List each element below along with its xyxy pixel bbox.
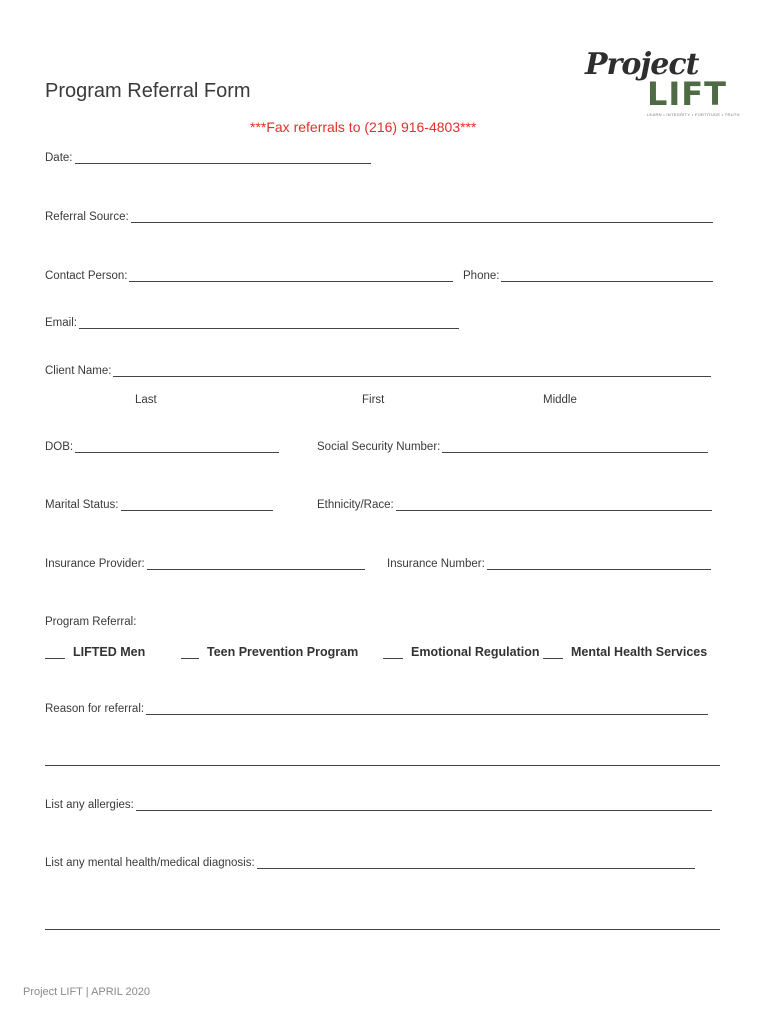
ssn-label: Social Security Number: [317, 441, 441, 453]
fax-note: ***Fax referrals to (216) 916-4803*** [250, 119, 477, 135]
insurance-provider-label: Insurance Provider: [45, 558, 145, 570]
insurance-provider-field[interactable] [45, 558, 365, 570]
reason-field[interactable] [45, 703, 708, 715]
program-label-mental-health: Mental Health Services [571, 645, 708, 659]
date-line[interactable] [75, 153, 371, 164]
program-label-emotional-regulation: Emotional Regulation [411, 645, 540, 659]
ethnicity-field[interactable] [317, 499, 712, 511]
project-lift-logo [585, 45, 740, 120]
insurance-number-label: Insurance Number: [387, 558, 485, 570]
phone-line[interactable] [501, 271, 713, 282]
client-name-field[interactable] [45, 365, 711, 377]
referral-source-field[interactable] [45, 211, 713, 223]
date-field[interactable] [45, 152, 371, 164]
contact-person-field[interactable] [45, 270, 453, 282]
logo-lift-text: LIFT [647, 75, 727, 113]
logo-script-text: Project [585, 47, 699, 82]
email-label: Email: [45, 317, 77, 329]
reason-line[interactable] [146, 704, 708, 715]
allergies-label: List any allergies: [45, 799, 134, 811]
program-checkbox-teen-prevention[interactable] [181, 648, 199, 659]
diagnosis-field[interactable] [45, 857, 695, 869]
insurance-number-line[interactable] [487, 559, 711, 570]
dob-label: DOB: [45, 441, 74, 453]
ssn-line[interactable] [442, 442, 708, 453]
contact-person-label: Contact Person: [45, 270, 128, 282]
program-checkbox-mental-health[interactable] [543, 648, 563, 659]
insurance-number-field[interactable] [387, 558, 711, 570]
ethnicity-line[interactable] [396, 500, 712, 511]
date-label: Date: [45, 152, 73, 164]
diagnosis-line[interactable] [257, 858, 695, 869]
program-label-lifted-men: LIFTED Men [73, 645, 146, 659]
program-option-emotional-regulation[interactable] [383, 645, 539, 659]
diagnosis-label: List any mental health/medical diagnosis: [45, 857, 255, 869]
marital-status-label: Marital Status: [45, 499, 119, 511]
allergies-line[interactable] [136, 800, 712, 811]
phone-label: Phone: [463, 270, 500, 282]
logo-tagline: LEARN • INTEGRITY • FORTITUDE • TRUTH [647, 112, 740, 117]
diagnosis-continuation-line[interactable] [45, 920, 720, 930]
program-label-teen-prevention: Teen Prevention Program [207, 645, 359, 659]
marital-status-line[interactable] [121, 500, 273, 511]
referral-source-label: Referral Source: [45, 211, 129, 223]
program-checkbox-emotional-regulation[interactable] [383, 648, 403, 659]
ethnicity-label: Ethnicity/Race: [317, 499, 394, 511]
footer-text: Project LIFT | APRIL 2020 [23, 986, 150, 998]
allergies-field[interactable] [45, 799, 712, 811]
ssn-field[interactable] [317, 441, 708, 453]
program-checkbox-lifted-men[interactable] [45, 648, 65, 659]
referral-source-line[interactable] [131, 212, 713, 223]
name-part-middle: Middle [543, 394, 577, 406]
dob-field[interactable] [45, 441, 279, 453]
client-name-line[interactable] [113, 366, 711, 377]
reason-continuation-line[interactable] [45, 756, 720, 766]
program-option-lifted-men[interactable] [45, 645, 145, 659]
insurance-provider-line[interactable] [147, 559, 365, 570]
email-field[interactable] [45, 317, 459, 329]
dob-line[interactable] [75, 442, 279, 453]
phone-field[interactable] [463, 270, 713, 282]
client-name-label: Client Name: [45, 365, 112, 377]
program-referral-label: Program Referral: [45, 616, 137, 628]
program-option-teen-prevention[interactable] [181, 645, 358, 659]
reason-label: Reason for referral: [45, 703, 145, 715]
page-title: Program Referral Form [45, 80, 251, 102]
marital-status-field[interactable] [45, 499, 273, 511]
name-part-first: First [362, 394, 385, 406]
name-part-last: Last [135, 394, 157, 406]
program-option-mental-health[interactable] [543, 645, 707, 659]
contact-person-line[interactable] [129, 271, 453, 282]
email-line[interactable] [79, 318, 459, 329]
